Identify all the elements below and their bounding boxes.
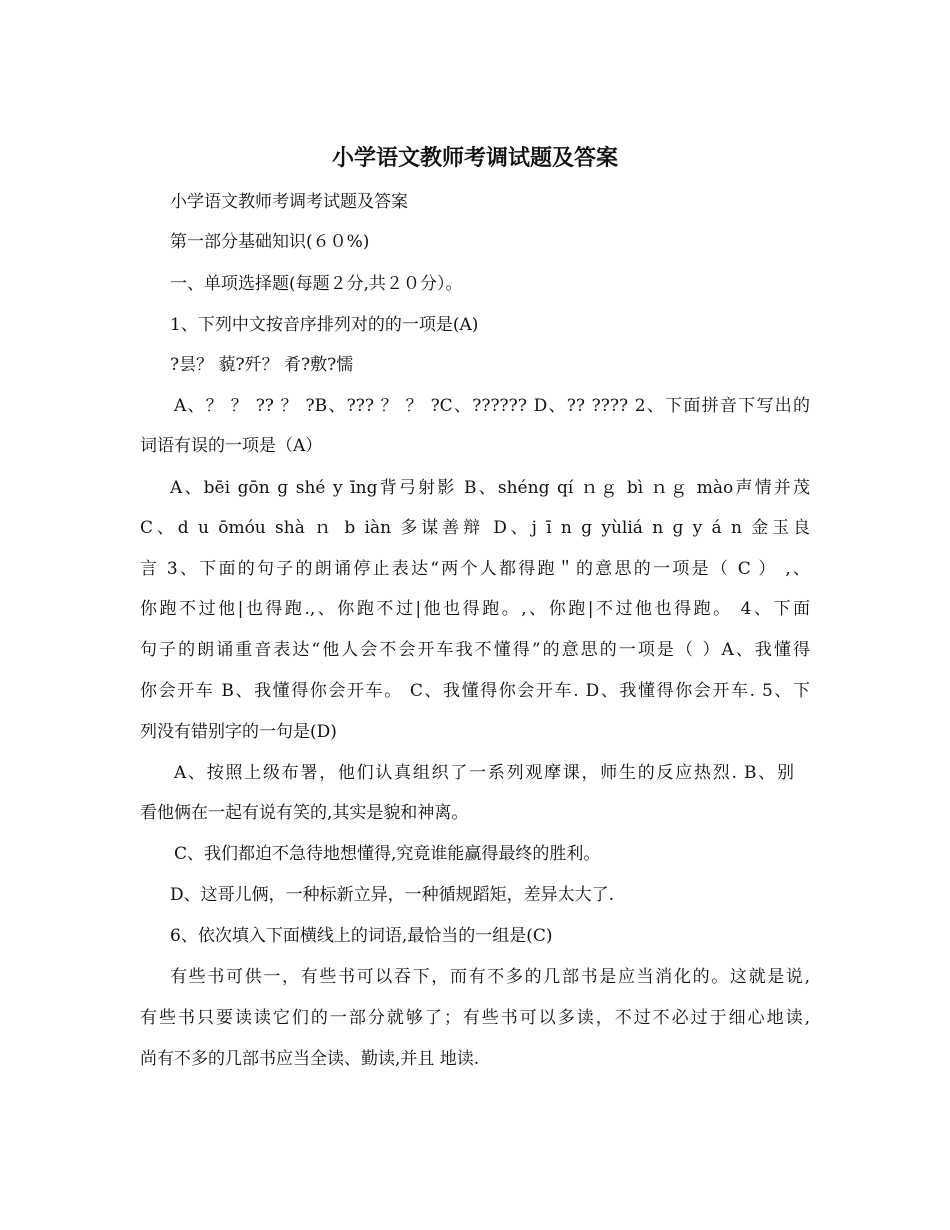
paragraph-line: 6、依次填入下面横线上的词语,最恰当的一组是(C) — [170, 926, 553, 946]
paragraph-line: 列没有错别字的一句是(D) — [140, 722, 337, 742]
paragraph-line: A、按照上级布署，他们认真组织了一系列观摩课，师生的反应热烈. B、别 — [174, 763, 794, 783]
paragraph-line: 小学语文教师考调考试题及答案 — [170, 192, 408, 212]
paragraph-line: 言 3、下面的句子的朗诵停止表达“两个人都得跑＂的意思的一项是（ C ） ,、 — [140, 559, 810, 579]
paragraph-line: A、bēi gōn ɡ shé y īng背弓射影 B、shéng qí ｎｇ bì ｎｇ mào声情并茂 — [170, 478, 810, 498]
paragraph-line: 1、下列中文按音序排列对的的一项是(A) — [170, 315, 479, 335]
paragraph-line: ?昙？ 藐?歼？ 肴?敷?懦 — [170, 355, 354, 375]
paragraph-line: 有些书只要读读它们的一部分就够了；有些书可以多读，不过不必过于细心地读, — [140, 1008, 810, 1028]
paragraph-line: 有些书可供一，有些书可以吞下，而有不多的几部书是应当消化的。这就是说, — [170, 967, 810, 987]
paragraph-line: C、我们都迫不急待地想懂得,究竟谁能赢得最终的胜利。 — [174, 844, 601, 864]
paragraph-line: A、？ ？ ?? ？ ?B、??? ？ ？ ?C、?????? D、?? ???? 2、下面拼音下写出的 — [174, 396, 810, 416]
paragraph-line: 句子的朗诵重音表达“他人会不会开车我不懂得”的意思的一项是（ ）A、我懂得 — [140, 640, 810, 660]
paragraph-line: D、这哥儿俩，一种标新立异，一种循规蹈矩，差异太大了. — [170, 885, 615, 905]
document-title: 小学语文教师考调试题及答案 — [331, 145, 618, 171]
paragraph-line: 尚有不多的几部书应当全读、勤读,并且 地读. — [140, 1049, 480, 1069]
paragraph-line: 词语有误的一项是（A） — [140, 436, 323, 456]
paragraph-line: 一、单项选择题(每题２分,共２０分）。 — [170, 274, 463, 294]
paragraph-line: 看他俩在一起有说有笑的,其实是貌和神离。 — [140, 803, 469, 823]
paragraph-line: C、d u ōmóu shà ｎ b iàn 多谋善辩 D、j ī n ɡ yùliá n ɡ y á n 金玉良 — [140, 518, 810, 538]
paragraph-line: 你跑不过他|也得跑.,、你跑不过|他也得跑。,、你跑|不过他也得跑。 4、下面 — [140, 599, 810, 619]
paragraph-line: 第一部分基础知识(６０%) — [170, 232, 370, 252]
paragraph-line: 你会开车 B、我懂得你会开车。 C、我懂得你会开车. D、我懂得你会开车. 5、下 — [140, 681, 810, 701]
